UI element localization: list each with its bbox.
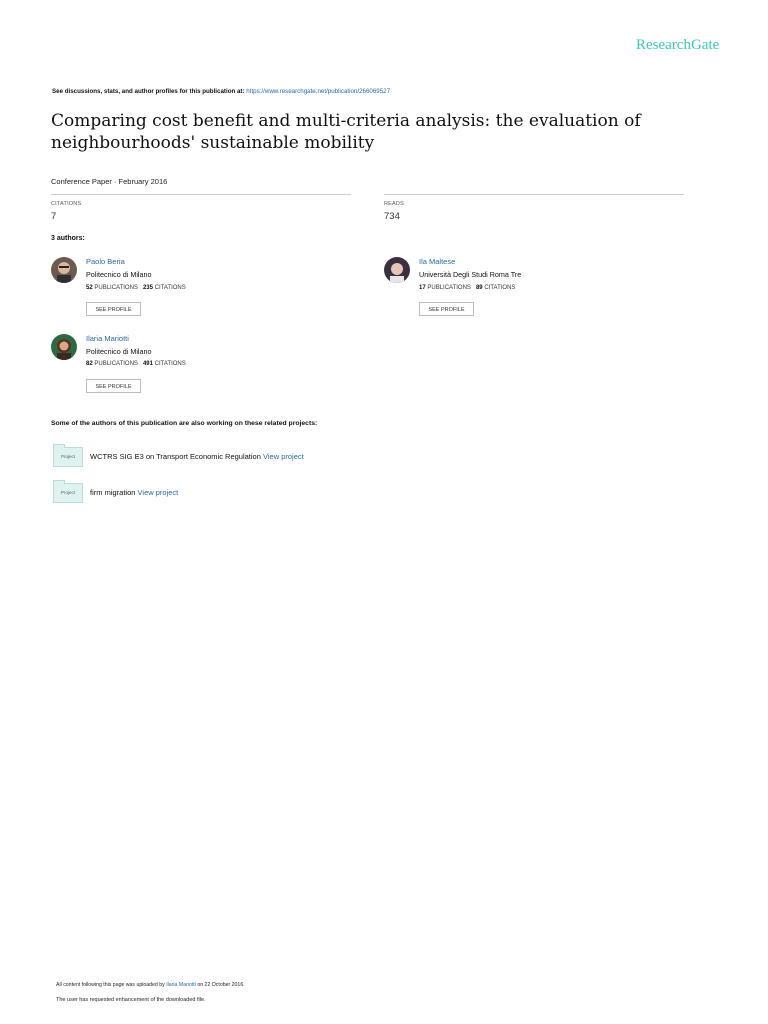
page-title: [51, 110, 691, 154]
author-name[interactable]: Ila Maltese: [419, 257, 456, 266]
author-affiliation: Politecnico di Milano: [86, 270, 152, 279]
uploader-link[interactable]: Ilaria Mariotti: [166, 982, 196, 988]
authors-heading: 3 authors:: [51, 235, 85, 242]
related-projects-heading: Some of the authors of this publication are also working on these related projects:: [51, 420, 318, 427]
author-counts: 82 PUBLICATIONS 491 CITATIONS: [86, 361, 186, 367]
project-item: [90, 452, 304, 461]
author-counts: 17 PUBLICATIONS 89 CITATIONS: [419, 285, 516, 291]
see-profile-button[interactable]: SEE PROFILE: [86, 379, 141, 393]
paper-type-date: Conference Paper · February 2016: [51, 177, 168, 186]
citations-label: CITATIONS: [51, 201, 82, 207]
see-profile-button[interactable]: SEE PROFILE: [419, 302, 474, 316]
researchgate-logo[interactable]: ResearchGate: [636, 37, 720, 53]
see-profile-button[interactable]: SEE PROFILE: [86, 302, 141, 316]
reads-divider: [384, 194, 684, 195]
discussion-text: See discussions, stats, and author profiles for this publication at:: [52, 88, 245, 95]
author-affiliation: Politecnico di Milano: [86, 347, 152, 356]
discussion-line: [52, 88, 390, 95]
reads-label: READS: [384, 201, 404, 207]
enhancement-note: The user has requested enhancement of the downloaded file.: [56, 997, 206, 1003]
citations-divider: [51, 194, 351, 195]
project-folder-icon: Project: [53, 483, 83, 503]
project-item: [90, 488, 178, 497]
project-name: WCTRS SIG E3 on Transport Economic Regulation: [90, 452, 261, 461]
view-project-link[interactable]: View project: [137, 488, 179, 497]
avatar[interactable]: [384, 257, 410, 283]
publication-link[interactable]: https://www.researchgate.net/publication/266069527: [246, 88, 391, 95]
project-name: firm migration: [90, 488, 136, 497]
upload-note: All content following this page was uploaded by Ilaria Mariotti on 22 October 2016.: [56, 982, 245, 988]
project-folder-icon: Project: [53, 447, 83, 467]
view-project-link[interactable]: View project: [263, 452, 304, 461]
author-counts: 52 PUBLICATIONS 235 CITATIONS: [86, 285, 186, 291]
author-name[interactable]: Paolo Beria: [86, 257, 125, 266]
author-name[interactable]: Ilaria Mariotti: [86, 334, 129, 343]
citations-value: 7: [51, 211, 57, 222]
title-line-1: Comparing cost benefit and multi-criteria analysis: the evaluation of: [51, 111, 641, 131]
reads-value: 734: [384, 211, 400, 222]
avatar[interactable]: [51, 334, 77, 360]
title-line-2: neighbourhoods' sustainable mobility: [51, 133, 375, 153]
author-affiliation: Università Degli Studi Roma Tre: [419, 270, 522, 279]
avatar[interactable]: [51, 257, 77, 283]
